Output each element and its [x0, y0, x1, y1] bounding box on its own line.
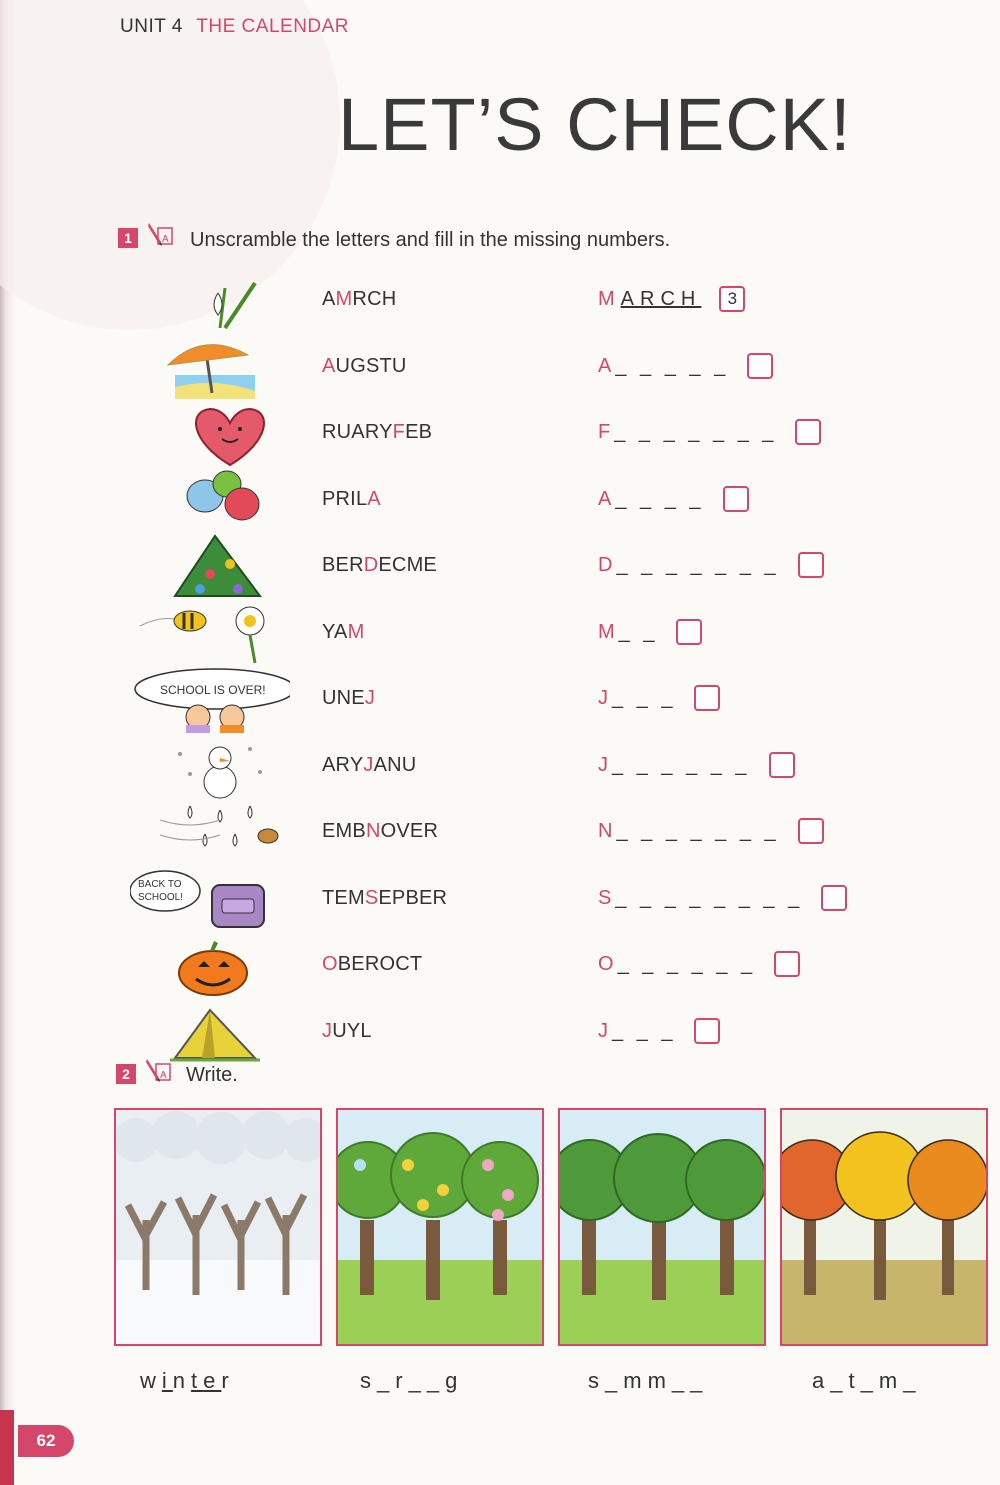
unit-label: UNIT 4	[120, 16, 183, 37]
blank-slot[interactable]: _	[426, 1368, 446, 1393]
answer-field[interactable]	[598, 355, 729, 378]
scrambled-word	[322, 355, 407, 378]
exercise-2-instruction: Write.	[186, 1064, 238, 1086]
scrambled-word	[322, 421, 432, 444]
blank-slot[interactable]: _	[903, 1368, 922, 1393]
blank-slot[interactable]: _	[605, 1368, 624, 1393]
answer-field[interactable]	[598, 488, 705, 511]
month-number-box[interactable]	[821, 885, 847, 911]
given-letter: n	[172, 1368, 192, 1393]
first-letter: M	[598, 620, 615, 643]
answer-blanks[interactable]: _ _ _ _ _ _ _	[616, 554, 780, 576]
highlighted-letter: O	[322, 953, 338, 975]
school-is-over-icon	[130, 667, 290, 733]
christmas-tree-icon	[130, 534, 290, 600]
chapter-label: THE CALENDAR	[196, 16, 350, 37]
unit-header	[120, 16, 349, 38]
scrambled-letters: EMB	[322, 820, 366, 842]
given-letter: s	[588, 1368, 605, 1393]
scrambled-letters: YA	[322, 620, 348, 643]
answer-field[interactable]	[598, 754, 751, 777]
svg-text:A: A	[162, 234, 169, 245]
highlighted-letter: S	[364, 886, 379, 909]
answer-blanks[interactable]: _ _ _ _ _	[615, 354, 730, 377]
answer-blanks[interactable]: _ _ _ _ _ _ _	[616, 820, 780, 842]
scrambled-letters: EPBER	[378, 886, 448, 909]
month-row	[0, 534, 1000, 600]
scrambled-word	[322, 687, 375, 710]
answer-blanks[interactable]: _ _ _ _ _ _	[612, 753, 751, 776]
blank-slot[interactable]: _	[830, 1368, 849, 1393]
scrambled-letters: EB	[405, 421, 433, 443]
page-title: LET’S CHECK!	[338, 83, 852, 166]
highlighted-letter: J	[322, 1019, 333, 1042]
beach-umbrella-icon	[130, 335, 290, 401]
blank-slot[interactable]: _	[377, 1368, 396, 1393]
given-letter: a	[812, 1368, 831, 1393]
highlighted-letter: A	[367, 487, 381, 510]
scrambled-letters: UNE	[322, 687, 365, 709]
pencil-write-icon	[144, 1056, 174, 1086]
first-letter: J	[598, 753, 608, 776]
answer-blanks[interactable]: _ _	[618, 620, 659, 643]
autumn-answer[interactable]	[812, 1368, 921, 1394]
month-row	[0, 401, 1000, 467]
spring-answer[interactable]	[360, 1368, 463, 1394]
scrambled-letters: BEROCT	[337, 953, 423, 975]
month-number-box[interactable]	[798, 552, 824, 578]
highlighted-letter: A	[322, 354, 336, 377]
scrambled-letters: PRIL	[322, 487, 368, 510]
svg-text:BACK TO: BACK TO	[138, 878, 182, 890]
first-letter: M	[598, 288, 615, 310]
first-letter: J	[598, 1019, 608, 1042]
first-letter: A	[598, 487, 612, 510]
highlighted-letter: N	[365, 820, 381, 842]
scrambled-word	[322, 488, 381, 511]
autumn-scene	[780, 1108, 988, 1346]
winter-scene	[114, 1108, 322, 1346]
filled-answer: ARCH	[620, 288, 702, 310]
answer-field[interactable]	[598, 554, 780, 577]
first-letter: J	[598, 687, 608, 709]
month-row	[0, 468, 1000, 534]
back-to-school-icon	[130, 867, 290, 933]
month-number-box[interactable]	[747, 353, 773, 379]
page-number: 62	[18, 1425, 74, 1457]
highlighted-letter: M	[347, 620, 365, 643]
answer-blanks[interactable]: _ _ _ _	[615, 487, 705, 510]
month-row	[0, 800, 1000, 866]
exercise-1-instruction: Unscramble the letters and fill in the missing numbers.	[190, 229, 671, 251]
scrambled-word	[322, 820, 438, 843]
month-row	[0, 667, 1000, 733]
first-letter: O	[598, 953, 614, 975]
answer-blanks[interactable]: _ _ _	[612, 687, 677, 709]
given-letter: w	[140, 1368, 162, 1393]
given-letter: i	[161, 1368, 173, 1393]
month-number-box[interactable]	[723, 486, 749, 512]
answer-blanks[interactable]: _ _ _ _ _ _ _ _	[615, 886, 804, 909]
scrambled-letters: RUARY	[322, 421, 393, 443]
scrambled-word	[322, 1020, 372, 1043]
month-number-box[interactable]	[795, 419, 821, 445]
bee-flower-icon	[130, 601, 290, 667]
scrambled-word	[322, 554, 437, 577]
pumpkin-icon	[130, 933, 290, 999]
given-letter: g	[445, 1368, 464, 1393]
first-letter: N	[598, 820, 613, 842]
spring-scene	[336, 1108, 544, 1346]
scrambled-letters: ECME	[378, 554, 437, 576]
pencil-write-icon	[146, 220, 176, 250]
first-letter: A	[598, 354, 612, 377]
blank-slot[interactable]: _	[860, 1368, 879, 1393]
first-letter: S	[598, 886, 612, 909]
month-number-box[interactable]	[798, 818, 824, 844]
answer-field[interactable]	[598, 887, 803, 910]
given-letter: m	[878, 1368, 904, 1393]
month-row	[0, 933, 1000, 999]
scrambled-word	[322, 754, 416, 777]
scrambled-letters: A	[322, 288, 336, 310]
summer-answer[interactable]	[588, 1368, 708, 1394]
answer-field[interactable]	[598, 820, 780, 843]
winter-answer[interactable]	[140, 1368, 235, 1394]
highlighted-letter: F	[392, 421, 406, 443]
first-letter: D	[598, 554, 613, 576]
given-letter: r	[221, 1368, 235, 1393]
balloons-icon	[130, 468, 290, 534]
scrambled-letters: UGSTU	[335, 354, 407, 377]
snowdrop-icon	[130, 268, 290, 334]
answer-blanks[interactable]: _ _ _ _ _ _	[617, 953, 757, 975]
given-letter: t	[191, 1368, 204, 1393]
blank-slot[interactable]: _	[671, 1368, 691, 1393]
month-number-box[interactable]	[774, 951, 800, 977]
svg-text:A: A	[160, 1070, 167, 1081]
month-row	[0, 335, 1000, 401]
month-row	[0, 601, 1000, 667]
answer-field[interactable]	[598, 288, 701, 311]
rain-leaves-icon	[130, 800, 290, 866]
heart-icon	[130, 401, 290, 467]
exercise-1-number: 1	[118, 228, 138, 248]
first-letter: F	[598, 421, 611, 443]
summer-scene	[558, 1108, 766, 1346]
scrambled-letters: OVER	[380, 820, 439, 842]
given-letter: mm	[623, 1368, 672, 1393]
month-number-box[interactable]: 3	[719, 286, 745, 312]
month-row	[0, 867, 1000, 933]
given-letter: e	[203, 1368, 222, 1393]
svg-text:SCHOOL IS OVER!: SCHOOL IS OVER!	[160, 683, 266, 697]
scrambled-word	[322, 621, 364, 644]
month-row	[0, 734, 1000, 800]
answer-field[interactable]	[598, 1020, 676, 1043]
given-letter: r	[395, 1368, 409, 1393]
scrambled-word	[322, 288, 396, 311]
highlighted-letter: J	[364, 687, 376, 709]
scrambled-letters: ANU	[373, 753, 417, 776]
scrambled-letters: BER	[322, 554, 364, 576]
answer-blanks[interactable]: _ _ _ _ _ _ _	[614, 421, 778, 443]
given-letter: t	[848, 1368, 861, 1393]
blank-slot[interactable]: _	[690, 1368, 709, 1393]
answer-field[interactable]	[598, 421, 777, 444]
month-number-box[interactable]	[769, 752, 795, 778]
highlighted-letter: D	[363, 554, 379, 576]
highlighted-letter: J	[363, 753, 374, 776]
month-row	[0, 268, 1000, 334]
exercise-2-number: 2	[116, 1064, 136, 1084]
highlighted-letter: M	[335, 288, 353, 310]
scrambled-letters: ARY	[322, 753, 364, 776]
scrambled-word	[322, 953, 422, 976]
answer-field[interactable]	[598, 687, 676, 710]
scrambled-letters: RCH	[352, 288, 397, 310]
given-letter: s	[360, 1368, 377, 1393]
svg-text:SCHOOL!: SCHOOL!	[138, 891, 184, 903]
scrambled-word	[322, 887, 447, 910]
answer-blanks[interactable]: _ _ _	[612, 1019, 677, 1042]
month-number-box[interactable]	[694, 1018, 720, 1044]
month-number-box[interactable]	[676, 619, 702, 645]
blank-slot[interactable]: _	[408, 1368, 427, 1393]
scrambled-letters: TEM	[322, 886, 365, 909]
month-number-box[interactable]	[694, 685, 720, 711]
spine-accent	[0, 1410, 14, 1485]
scrambled-letters: UYL	[332, 1019, 372, 1042]
answer-field[interactable]	[598, 621, 658, 644]
answer-field[interactable]	[598, 953, 756, 976]
snowman-icon	[130, 734, 290, 800]
